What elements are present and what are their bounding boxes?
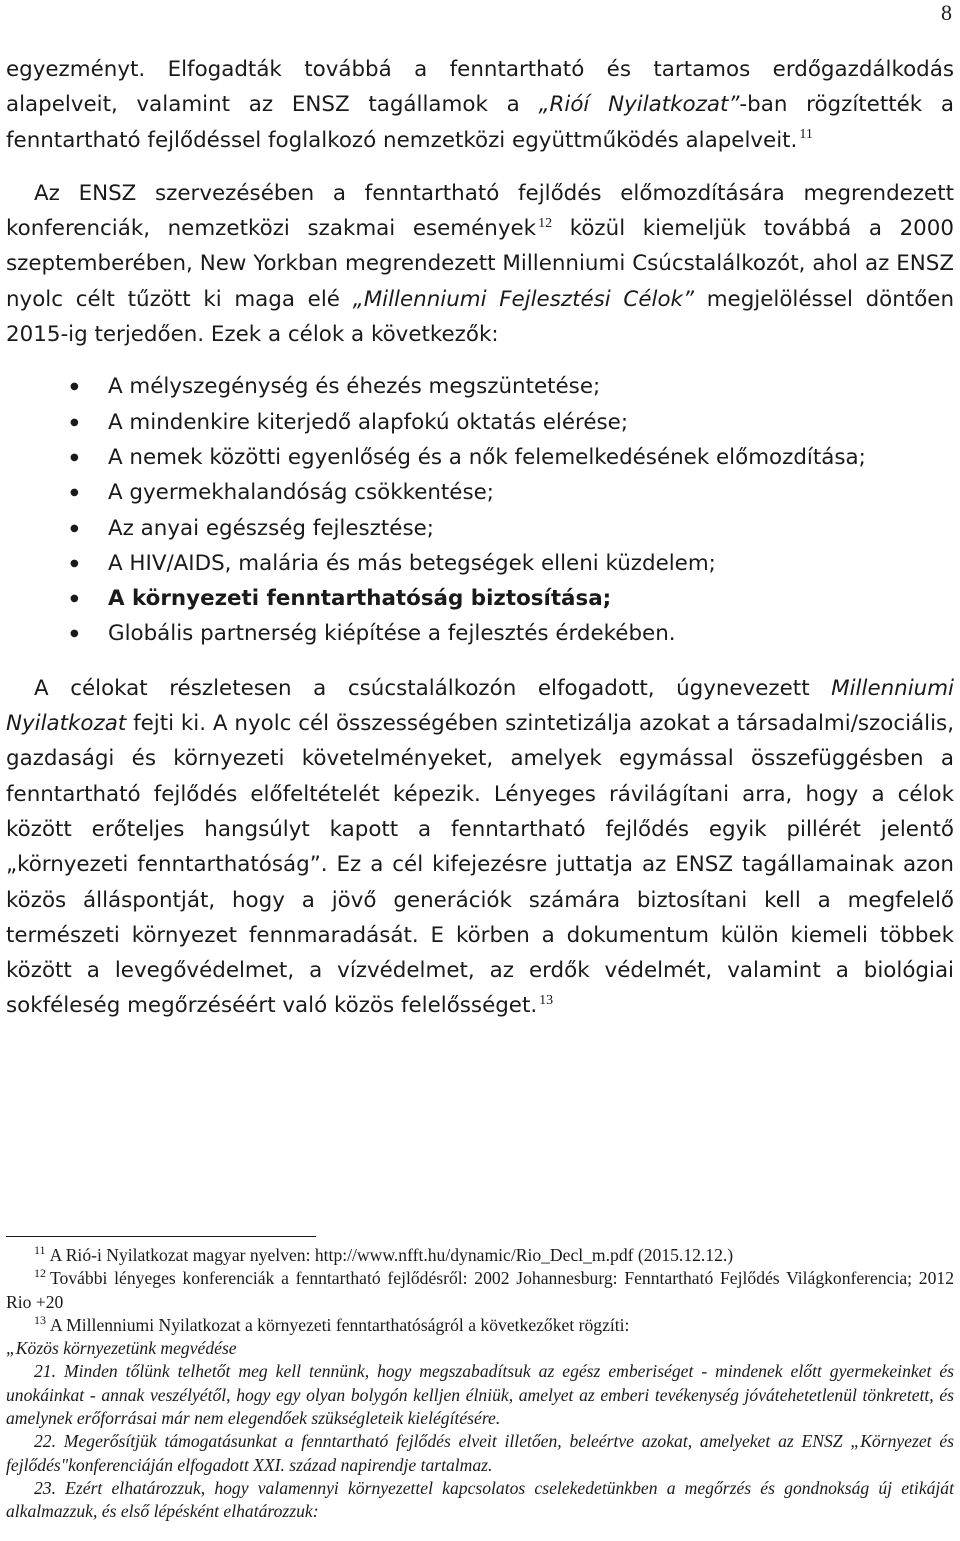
footnote-number: 12 — [34, 1266, 46, 1281]
footnote-13-quote-title: „Közös környezetünk megvédése — [6, 1338, 237, 1359]
paragraph-2-text-2: közül kiemeljük továbbá a 2000 szeptemberében, New Yorkban megrendezett Millenniumi Csúcstalálkozót, ahol az ENSZ nyolc célt tűzött ki maga elé — [6, 216, 955, 312]
millenniumi-nyilatkozat-title: Millenniumi Nyilatkozat — [6, 675, 954, 737]
list-item-highlighted: ● A környezeti fenntarthatóság biztosítása; — [6, 581, 954, 616]
paragraph-2-text: Az ENSZ szervezésében a fenntartható fejlődés előmozdítására megrendezett konferenciák, nemzetközi szakmai események — [6, 180, 954, 242]
mfc-title: „Millenniumi Fejlesztési Célok” — [352, 286, 695, 312]
paragraph-2 — [6, 176, 954, 352]
footnote-text: A Rió-i Nyilatkozat magyar nyelven: http://www.nfft.hu/dynamic/Rio_Decl_m.pdf (2015.12.12.) — [49, 1245, 734, 1265]
footnote-number: 11 — [34, 1243, 46, 1258]
footnote-13-quote-21: 21. Minden tőlünk telhetőt meg kell tennünk, hogy megszabadítsuk az egész emberiséget - mindenek előtt gyermekeinket és unokáinkat - annak veszélyétől, hogy egy olyan bolygón kelljen élniük, amelyet az emberi tevékenység jóvátehetetlenül tönkretett, és amelynek erőforrásai már nem elegendőek szükségleteik kielégítésére. — [6, 1361, 954, 1429]
list-item: ● A gyermekhalandóság csökkentése; — [6, 475, 954, 510]
footnote-ref-13[interactable]: 13 — [539, 993, 554, 1009]
list-item: ● A mindenkire kiterjedő alapfokú oktatás elérése; — [6, 405, 954, 440]
paragraph-3-text: A célokat részletesen a csúcstalálkozón elfogadott, úgynevezett — [34, 675, 832, 701]
paragraph-1-text-after: -ban rögzítették a fenntartható fejlődéssel foglalkozó nemzetközi együttműködés alapelveit. — [6, 92, 954, 153]
footnote-13-quote-22: 22. Megerősítjük támogatásunkat a fenntartható fejlődés elveit illetően, beleértve azokat, amelyeket az ENSZ „Környezet és fejlődés"konferenciáján elfogadott XXI. század napirendje tartalmaz. — [6, 1431, 954, 1475]
footnote-ref-11[interactable]: 11 — [799, 127, 813, 143]
footnote-13-quote-23: 23. Ezért elhatározzuk, hogy valamennyi környezettel kapcsolatos cselekedetünkben a megőrzés és gondnokság új etikáját alkalmazzuk, és első lépésként elhatározzuk: — [6, 1477, 954, 1522]
footnote-11 — [6, 1244, 954, 1267]
page-number: 8 — [941, 0, 952, 25]
footnote-12 — [6, 1267, 954, 1314]
paragraph-3-text-2: fejti ki. A nyolc cél összességében szintetizálja azokat a társadalmi/szociális, gazdasági és környezeti követelményeket, amelyek egymással összefüggésben a fenntartható fejlődés előfeltételét képezik. Lényeges rávilágítani arra, hogy a célok között erőteljes hangsúlyt kapott a fenntartható fejlődés egyik pillérét jelentő „környezeti fenntarthatóság”. Ez a cél kifejezésre juttatja az ENSZ tagállamainak azon közös álláspontját, hogy a jövő generációk számára biztosítani kell a megfelelő természeti környezet fennmaradását. E körben a dokumentum külön kiemeli többek között a levegővédelmet, a vízvédelmet, az erdők védelmét, valamint a biológiai sokféleség megőrzéséért való közös felelősséget. — [6, 711, 954, 1019]
list-item: ● Globális partnerség kiépítése a fejlesztés érdekében. — [6, 616, 954, 651]
footnotes — [6, 1244, 954, 1524]
riói-nyilatkozat-title: „Rióí Nyilatkozat” — [538, 92, 740, 118]
paragraph-gap — [6, 158, 954, 176]
paragraph-2-text-3: megjelöléssel döntően 2015-ig terjedően. Ezek a célok a következők: — [6, 286, 954, 348]
main-text — [6, 52, 954, 1024]
list-item: ● A mélyszegénység és éhezés megszüntetése; — [6, 369, 954, 404]
paragraph-1 — [6, 52, 954, 158]
paragraph-3 — [6, 671, 954, 1024]
list-item: ● Az anyai egészség fejlesztése; — [6, 511, 954, 546]
goals-list — [6, 369, 954, 651]
footnote-number: 13 — [34, 1313, 46, 1328]
footnote-separator — [6, 1236, 316, 1237]
footnote-13 — [6, 1314, 954, 1337]
footnote-ref-12[interactable]: 12 — [538, 216, 553, 232]
list-item: ● A HIV/AIDS, malária és más betegségek elleni küzdelem; — [6, 546, 954, 581]
paragraph-1-text: egyezményt. Elfogadták továbbá a fenntartható és tartamos erdőgazdálkodás alapelveit, valamint az ENSZ tagállamok a — [6, 57, 954, 118]
list-item: ● A nemek közötti egyenlőség és a nők felemelkedésének előmozdítása; — [6, 440, 954, 475]
footnote-text: További lényeges konferenciák a fenntartható fejlődésről: 2002 Johannesburg: Fenntartható Fejlődés Világkonferencia; 2012 Rio +20 — [6, 1268, 954, 1312]
footnote-text: A Millenniumi Nyilatkozat a környezeti fenntarthatóságról a következőket rögzíti: — [50, 1314, 630, 1335]
